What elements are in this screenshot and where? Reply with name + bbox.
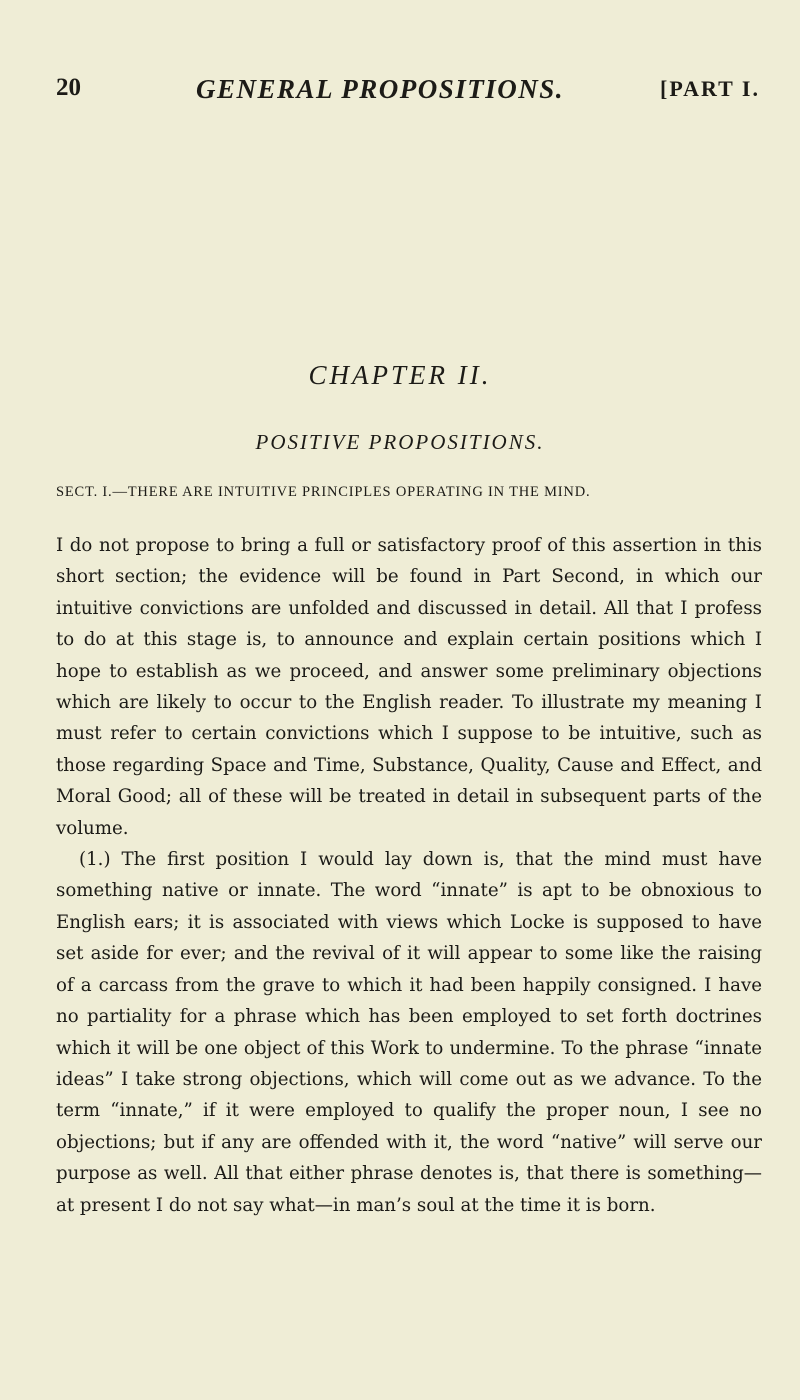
chapter-title: CHAPTER II. xyxy=(308,360,492,390)
paragraph: I do not propose to bring a full or satisfactory proof of this assertion in this short section; the evidence will be found in Part Second, in which our intuitive convictions are unfolded and discussed in detail. All that I profess to do at this stage is, to announce and explain certain positions which I hope to establish as we proceed, and answer some preliminary objections which are likely to occur to the English reader. To illustrate my meaning I must refer to certain convictions which I suppose to be intuitive, such as those regarding Space and Time, Substance, Quality, Cause and Effect, and Moral Good; all of these will be treated in detail in subsequent parts of the volume. xyxy=(56,535,762,839)
body-text xyxy=(56,530,762,1221)
chapter-subtitle: POSITIVE PROPOSITIONS. xyxy=(255,430,545,454)
running-head xyxy=(56,74,760,114)
paragraph: (1.) The first position I would lay down is, that the mind must have something native or innate. The word “innate” is apt to be obnoxious to English ears; it is associated with views which Locke is supposed to have set aside for ever; and the revival of it will appear to some like the raising of a carcass from the grave to which it had been happily consigned. I have no partiality for a phrase which has been employed to set forth doctrines which it will be one object of this Work to undermine. To the phrase “innate ideas” I take strong objections, which will come out as we advance. To the term “innate,” if it were employed to qualify the proper noun, I see no objections; but if any are offended with it, the word “native” will serve our purpose as well. All that either phrase denotes is, that there is something—at present I do not say what—in man’s soul at the time it is born. xyxy=(56,849,762,1216)
part-label: [PART I. xyxy=(660,76,760,101)
page-number: 20 xyxy=(56,74,81,101)
section-heading: SECT. I.—THERE ARE INTUITIVE PRINCIPLES OPERATING IN THE MIND. xyxy=(56,484,591,500)
running-title: GENERAL PROPOSITIONS. xyxy=(196,74,565,104)
